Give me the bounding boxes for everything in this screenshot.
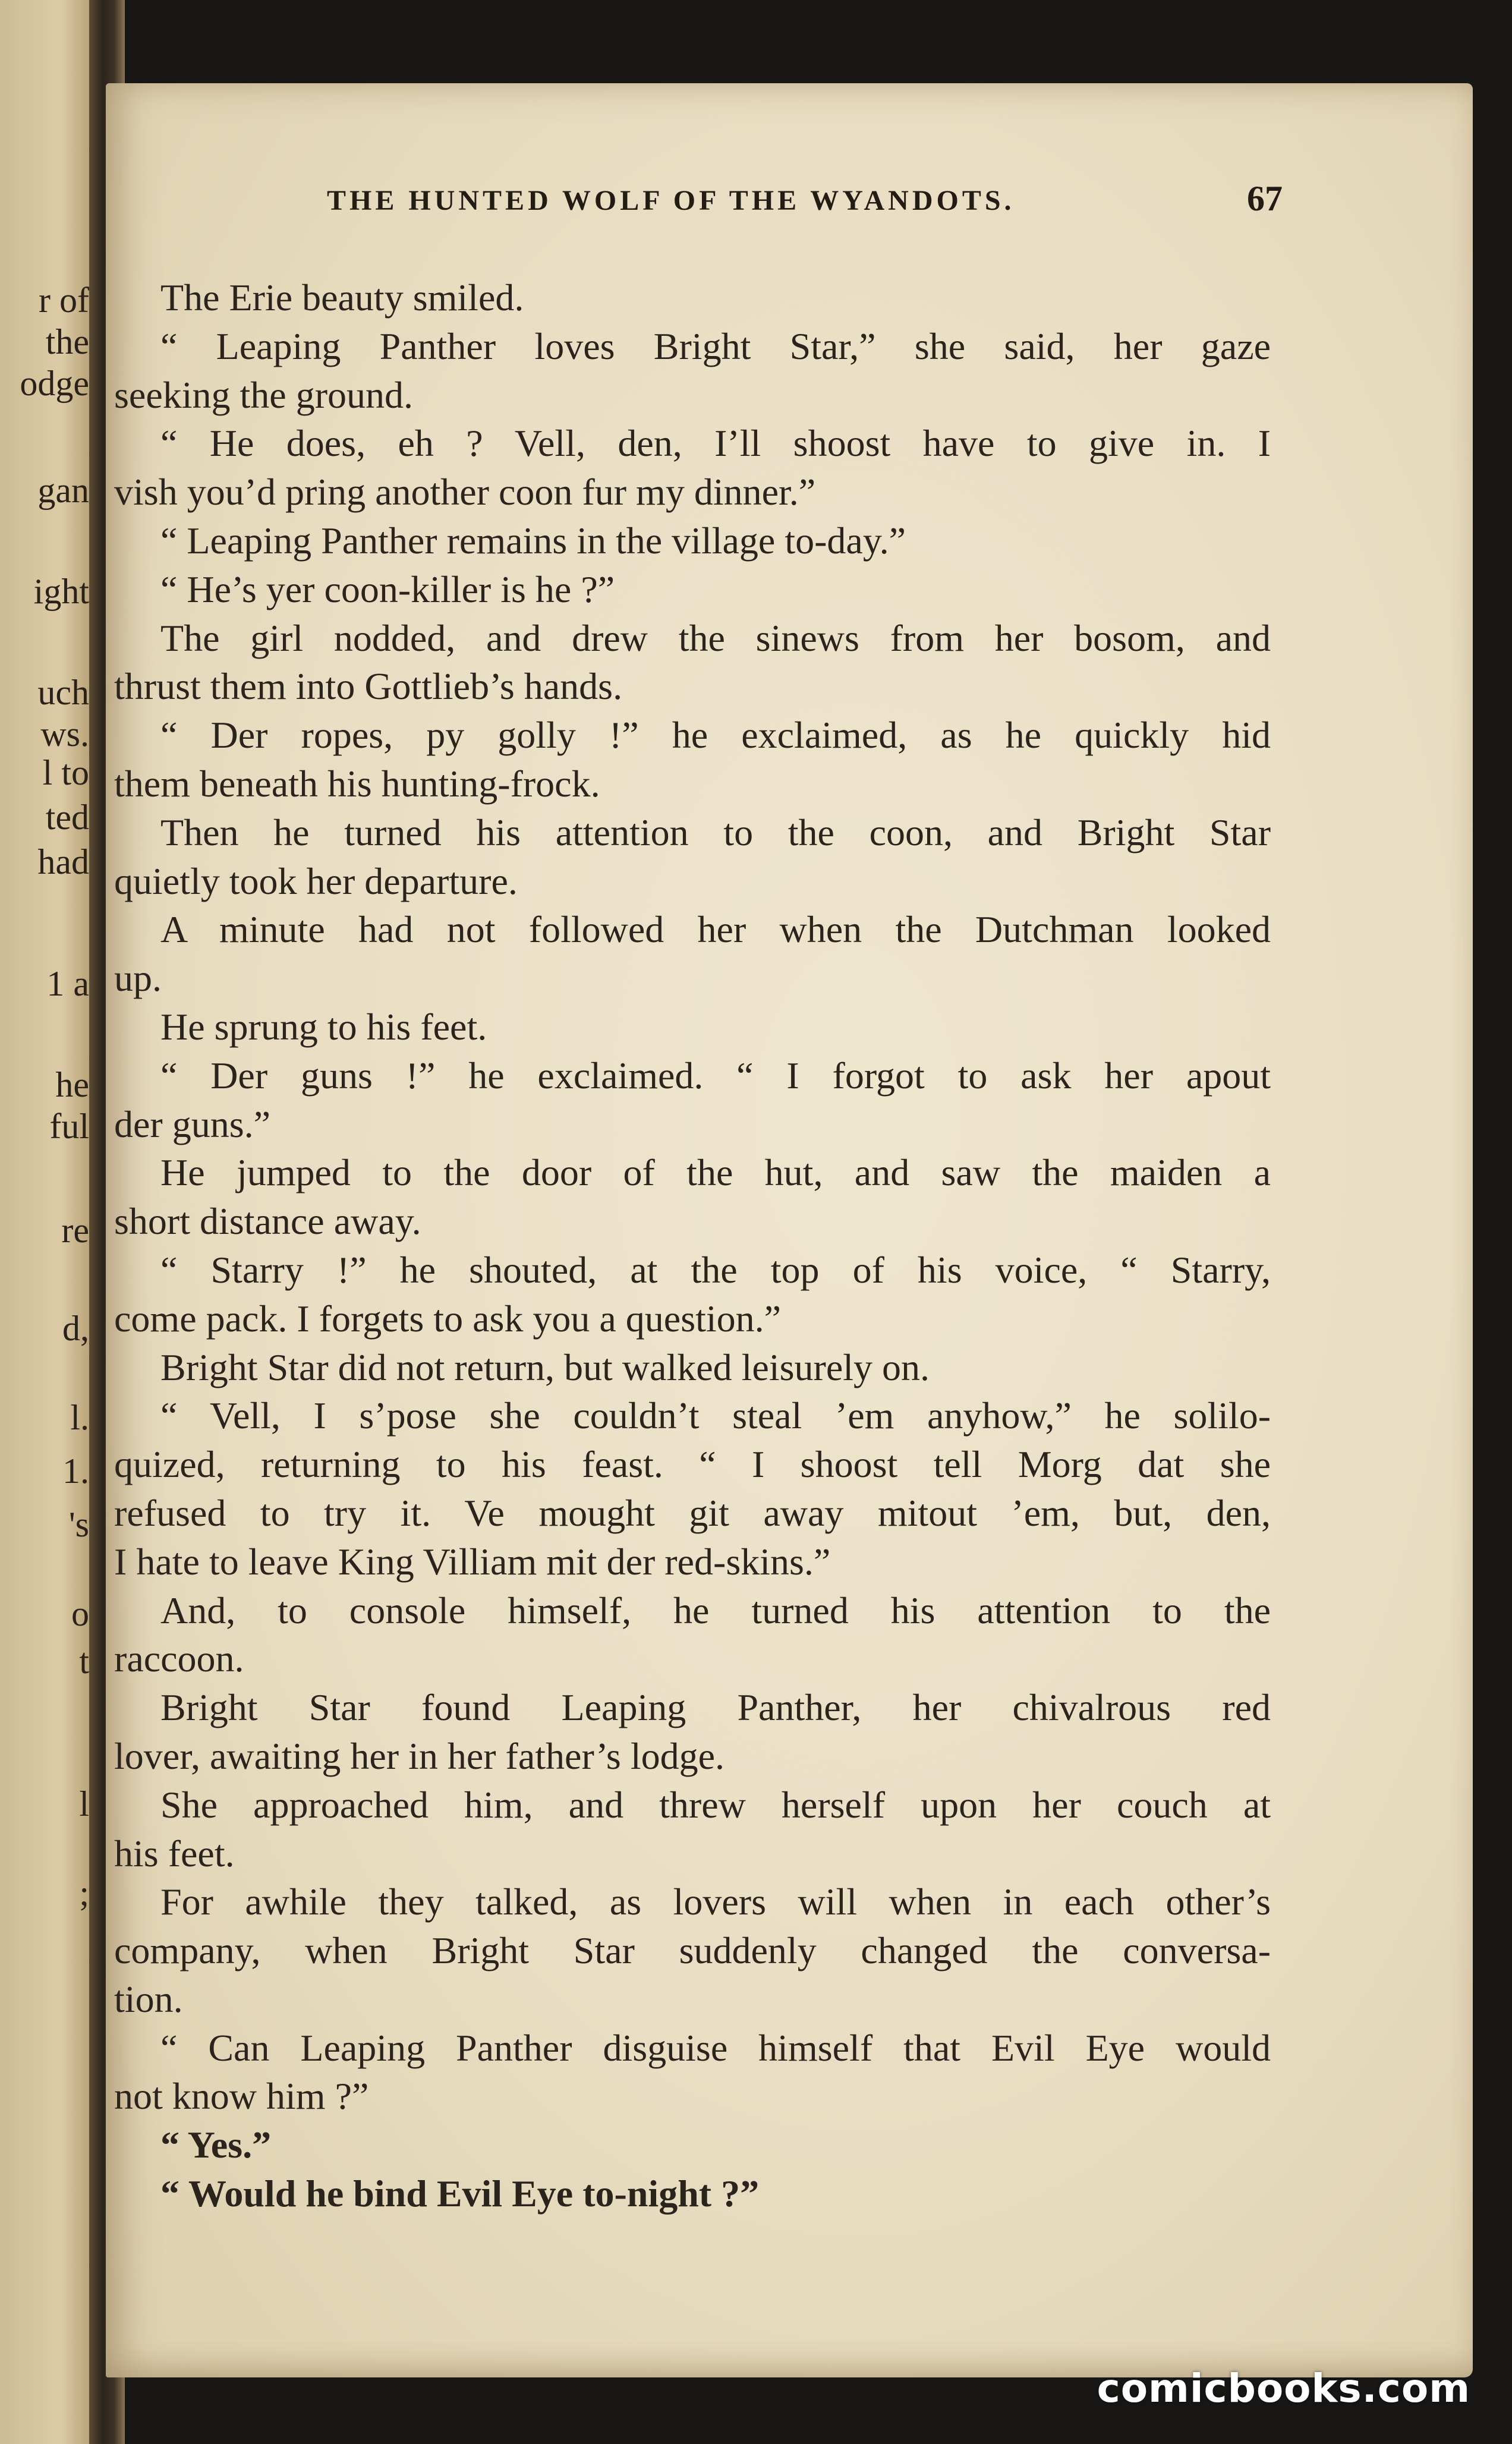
text-line: der guns.” bbox=[114, 1103, 271, 1145]
facing-page-fragment: l to bbox=[42, 753, 89, 792]
text-line: tion. bbox=[114, 1977, 183, 2020]
page-body-text bbox=[114, 273, 1271, 2218]
facing-page-fragment: 1 a bbox=[46, 964, 89, 1003]
text-line: He sprung to his feet. bbox=[160, 1005, 487, 1048]
text-line: “ Can Leaping Panther disguise himself that Evil Eye would bbox=[160, 2026, 1271, 2069]
facing-page-fragment: o bbox=[71, 1594, 89, 1633]
facing-page-fragment: ws. bbox=[40, 714, 89, 754]
text-line: “ Would he bind Evil Eye to-night ?” bbox=[160, 2172, 760, 2215]
text-line: “ He does, eh ? Vell, den, I’ll shoost have to give in. I bbox=[160, 422, 1271, 465]
text-line: And, to console himself, he turned his attention to the bbox=[160, 1589, 1271, 1632]
facing-page-fragment: ful bbox=[49, 1107, 89, 1146]
watermark-logo: comicbooks.com bbox=[1097, 2366, 1470, 2411]
text-line: Bright Star found Leaping Panther, her chivalrous red bbox=[160, 1686, 1271, 1729]
facing-page-fragment: d, bbox=[62, 1309, 89, 1348]
page-number: 67 bbox=[1247, 179, 1283, 218]
text-line: “ Leaping Panther loves Bright Star,” she said, her gaze bbox=[160, 325, 1271, 367]
text-line: She approached him, and threw herself upon her couch at bbox=[160, 1783, 1271, 1826]
text-line: Bright Star did not return, but walked leisurely on. bbox=[160, 1346, 930, 1388]
text-line: company, when Bright Star suddenly changed the conversa- bbox=[114, 1929, 1271, 1972]
text-line: raccoon. bbox=[114, 1637, 244, 1680]
text-line: lover, awaiting her in her father’s lodge. bbox=[114, 1734, 724, 1777]
text-line: his feet. bbox=[114, 1832, 235, 1875]
facing-page-fragment: ; bbox=[79, 1873, 89, 1913]
facing-page-fragment: l bbox=[79, 1784, 89, 1823]
text-line: them beneath his hunting-frock. bbox=[114, 762, 600, 805]
text-line: “ Starry !” he shouted, at the top of his voice, “ Starry, bbox=[160, 1248, 1271, 1291]
facing-page-fragment: ted bbox=[45, 798, 89, 837]
text-line: short distance away. bbox=[114, 1200, 421, 1243]
text-line: quietly took her departure. bbox=[114, 859, 518, 902]
facing-page-fragment: r of bbox=[39, 281, 89, 320]
text-line: “ Vell, I s’pose she couldn’t steal ’em anyhow,” he solilo- bbox=[160, 1394, 1271, 1437]
text-line: seeking the ground. bbox=[114, 373, 413, 416]
text-line: vish you’d pring another coon fur my dinner.” bbox=[114, 471, 816, 514]
facing-page-fragment: 1. bbox=[62, 1451, 89, 1491]
facing-page-fragment: odge bbox=[20, 364, 89, 403]
facing-page-fragment: re bbox=[61, 1211, 89, 1250]
text-line: “ Yes.” bbox=[160, 2124, 272, 2166]
text-line: come pack. I forgets to ask you a question.” bbox=[114, 1297, 782, 1340]
text-line: “ Der ropes, py golly !” he exclaimed, as he quickly hid bbox=[160, 714, 1271, 757]
facing-page-fragment: uch bbox=[37, 673, 89, 712]
text-line: The girl nodded, and drew the sinews from her bosom, and bbox=[160, 616, 1271, 659]
text-line: not know him ?” bbox=[114, 2075, 369, 2118]
text-line: For awhile they talked, as lovers will when in each other’s bbox=[160, 1881, 1271, 1923]
facing-page-fragment: t bbox=[79, 1642, 89, 1681]
text-line: He jumped to the door of the hut, and saw the maiden a bbox=[160, 1151, 1271, 1194]
facing-page-fragment: he bbox=[55, 1065, 89, 1104]
facing-page-fragment: had bbox=[37, 842, 89, 881]
running-head-title: THE HUNTED WOLF OF THE WYANDOTS. bbox=[327, 185, 1015, 216]
running-head bbox=[220, 178, 1283, 232]
facing-page-fragment: l. bbox=[70, 1398, 89, 1437]
text-line: “ Der guns !” he exclaimed. “ I forgot to ask her apout bbox=[160, 1054, 1271, 1097]
text-line: A minute had not followed her when the Dutchman looked bbox=[160, 908, 1271, 951]
text-line: I hate to leave King Villiam mit der red-skins.” bbox=[114, 1540, 831, 1583]
text-line: refused to try it. Ve mought git away mitout ’em, but, den, bbox=[114, 1491, 1271, 1534]
text-line: Then he turned his attention to the coon, and Bright Star bbox=[160, 811, 1271, 853]
text-line: up. bbox=[114, 957, 162, 1000]
facing-page-fragment: ight bbox=[33, 572, 89, 611]
text-line: thrust them into Gottlieb’s hands. bbox=[114, 665, 623, 708]
text-line: The Erie beauty smiled. bbox=[160, 276, 524, 319]
text-line: “ He’s yer coon-killer is he ?” bbox=[160, 568, 615, 610]
facing-page-fragment: the bbox=[45, 322, 89, 361]
text-line: “ Leaping Panther remains in the village to-day.” bbox=[160, 519, 906, 562]
text-line: quized, returning to his feast. “ I shoost tell Morg dat she bbox=[114, 1443, 1271, 1486]
facing-page-fragment: 's bbox=[68, 1505, 89, 1544]
facing-page-fragment: gan bbox=[37, 471, 89, 510]
